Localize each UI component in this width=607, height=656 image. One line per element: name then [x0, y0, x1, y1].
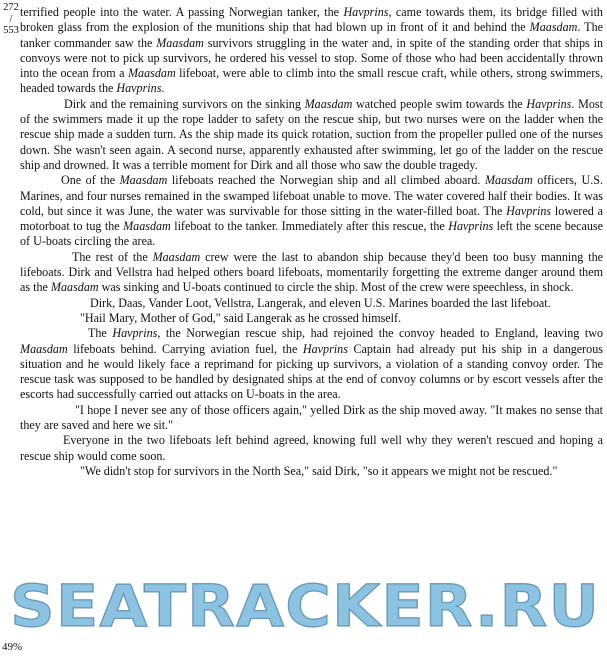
- page-counter: [1, 2, 21, 37]
- ship-name: Maasdam: [119, 173, 168, 188]
- text-run: "We didn't stop for survivors in the North Sea," said Dirk, "so it appears we might not be rescued.": [80, 463, 558, 478]
- text-run: survivors struggling in the water and, in spite of the standing order that ships in convoys were not to pick up survivors, he ordered his vessel to stop. Some of those who had been accidentally thrown into the ocean from a: [20, 35, 603, 81]
- text-run: lifeboats behind. Carrying aviation fuel, the: [67, 341, 303, 356]
- text-run: The: [88, 326, 113, 341]
- text-run: left the scene because of U-boats circling the area.: [20, 219, 603, 249]
- text-run: The rest of the: [72, 249, 153, 264]
- total-pages: 553: [3, 25, 19, 36]
- paragraph: [20, 326, 603, 402]
- text-run: watched people swim towards the: [352, 96, 527, 111]
- ship-name: Havprins: [112, 326, 158, 341]
- text-run: , the Norwegian rescue ship, had rejoined the convoy headed to England, leaving two: [157, 326, 604, 341]
- text-run: Dirk and the remaining survivors on the sinking: [64, 96, 305, 111]
- text-run: was sinking and U-boats continued to circle the ship. Most of the crew were speechless, in shock.: [98, 280, 574, 295]
- text-run: lifeboat, were able to climb into the small rescue craft, while others, strong swimmers, headed towards the: [20, 66, 603, 96]
- text-run: .: [161, 81, 165, 96]
- text-run: One of the: [61, 173, 120, 188]
- text-run: lowered a motorboat to tug the: [20, 203, 603, 234]
- paragraph: [20, 5, 603, 97]
- ship-name: Maasdam: [20, 341, 68, 356]
- paragraph: [20, 403, 603, 434]
- ship-name: Maasdam: [127, 66, 176, 81]
- current-page-number: 272: [3, 2, 19, 13]
- text-run: Captain had already put his ship in a dangerous situation and he would likely face a reprimand for picking up survivors, a violation of a standing convoy order. The rescue task was supposed to be handled by designated ships at the end of convoy columns or by escort vessels after the escorts had successfully carried out attacks on U-boats in the area.: [20, 341, 603, 402]
- document-body: [20, 5, 603, 479]
- text-run: terrified people into the water. A passing Norwegian tanker, the: [20, 5, 344, 19]
- ship-name: Maasdam: [156, 35, 204, 50]
- text-run: . The tanker commander saw the: [20, 20, 603, 50]
- ship-name: Havprins: [302, 341, 348, 356]
- text-run: Everyone in the two lifeboats left behind agreed, knowing full well why they weren't rescued and hoping a rescue ship would come soon.: [20, 433, 603, 463]
- ship-name: Havprins: [526, 96, 572, 111]
- text-run: . Most of the swimmers made it up the rope ladder to safety on the rescue ship, but two nurses were on the ladder when the rescue ship made a sudden turn. As the ship made its quick rotation, suction from the propeller pulled one of the nurses down. She wasn't seen again. A second nurse, apparently exhausted after swimming, let go of the ladder on the rescue ship and drowned. It was a terrible moment for Dirk and all those who saw the double tragedy.: [20, 96, 603, 172]
- ship-name: Havprins: [448, 219, 494, 234]
- watermark-logo: [8, 570, 603, 640]
- ship-name: Maasdam: [529, 20, 578, 35]
- text-run: , came towards them, its bridge filled with broken glass from the explosion of the munitions ship that had blown up in front of it and behind the: [20, 5, 603, 35]
- paragraph: [20, 173, 603, 249]
- text-run: crew were the last to abandon ship because they'd been too busy manning the lifeboats. Dirk and Vellstra had helped others board lifeboats, momentarily forgetting the extreme danger around them as the: [20, 249, 603, 295]
- paragraph: [20, 464, 603, 479]
- text-run: "Hail Mary, Mother of God," said Langerak as he crossed himself.: [80, 310, 402, 325]
- zoom-level: 49%: [2, 641, 23, 653]
- paragraph: [20, 311, 603, 326]
- ship-name: Maasdam: [152, 249, 201, 264]
- ship-name: Havprins: [506, 203, 552, 218]
- paragraph: [20, 296, 603, 311]
- paragraph: [20, 250, 603, 296]
- ship-name: Havprins: [116, 81, 162, 96]
- ship-name: Havprins: [343, 5, 389, 19]
- text-run: "I hope I never see any of those officers again," yelled Dirk as the ship moved away. "It makes no sense that they are saved and here we sit.": [20, 402, 603, 433]
- ship-name: Maasdam: [50, 280, 99, 295]
- paragraph: [20, 97, 603, 173]
- text-run: Dirk, Daas, Vander Loot, Vellstra, Langerak, and eleven U.S. Marines boarded the last lifeboat.: [90, 295, 551, 310]
- ship-name: Maasdam: [304, 96, 353, 111]
- page-separator: /: [9, 13, 13, 25]
- ship-name: Maasdam: [123, 219, 171, 234]
- text-run: officers, U.S. Marines, and four nurses remained in the swamped lifeboat unable to move. The water covered half their bodies. It was cold, but since it was June, the water was survivable for those sitting in the water-filled boat. The: [20, 173, 603, 218]
- ship-name: Maasdam: [484, 173, 533, 188]
- paragraph: [20, 433, 603, 464]
- text-run: lifeboats reached the Norwegian ship and all climbed aboard.: [167, 173, 485, 188]
- text-run: lifeboat to the tanker. Immediately after this rescue, the: [170, 219, 449, 234]
- watermark-text: SEATRACKER.RU: [10, 572, 600, 640]
